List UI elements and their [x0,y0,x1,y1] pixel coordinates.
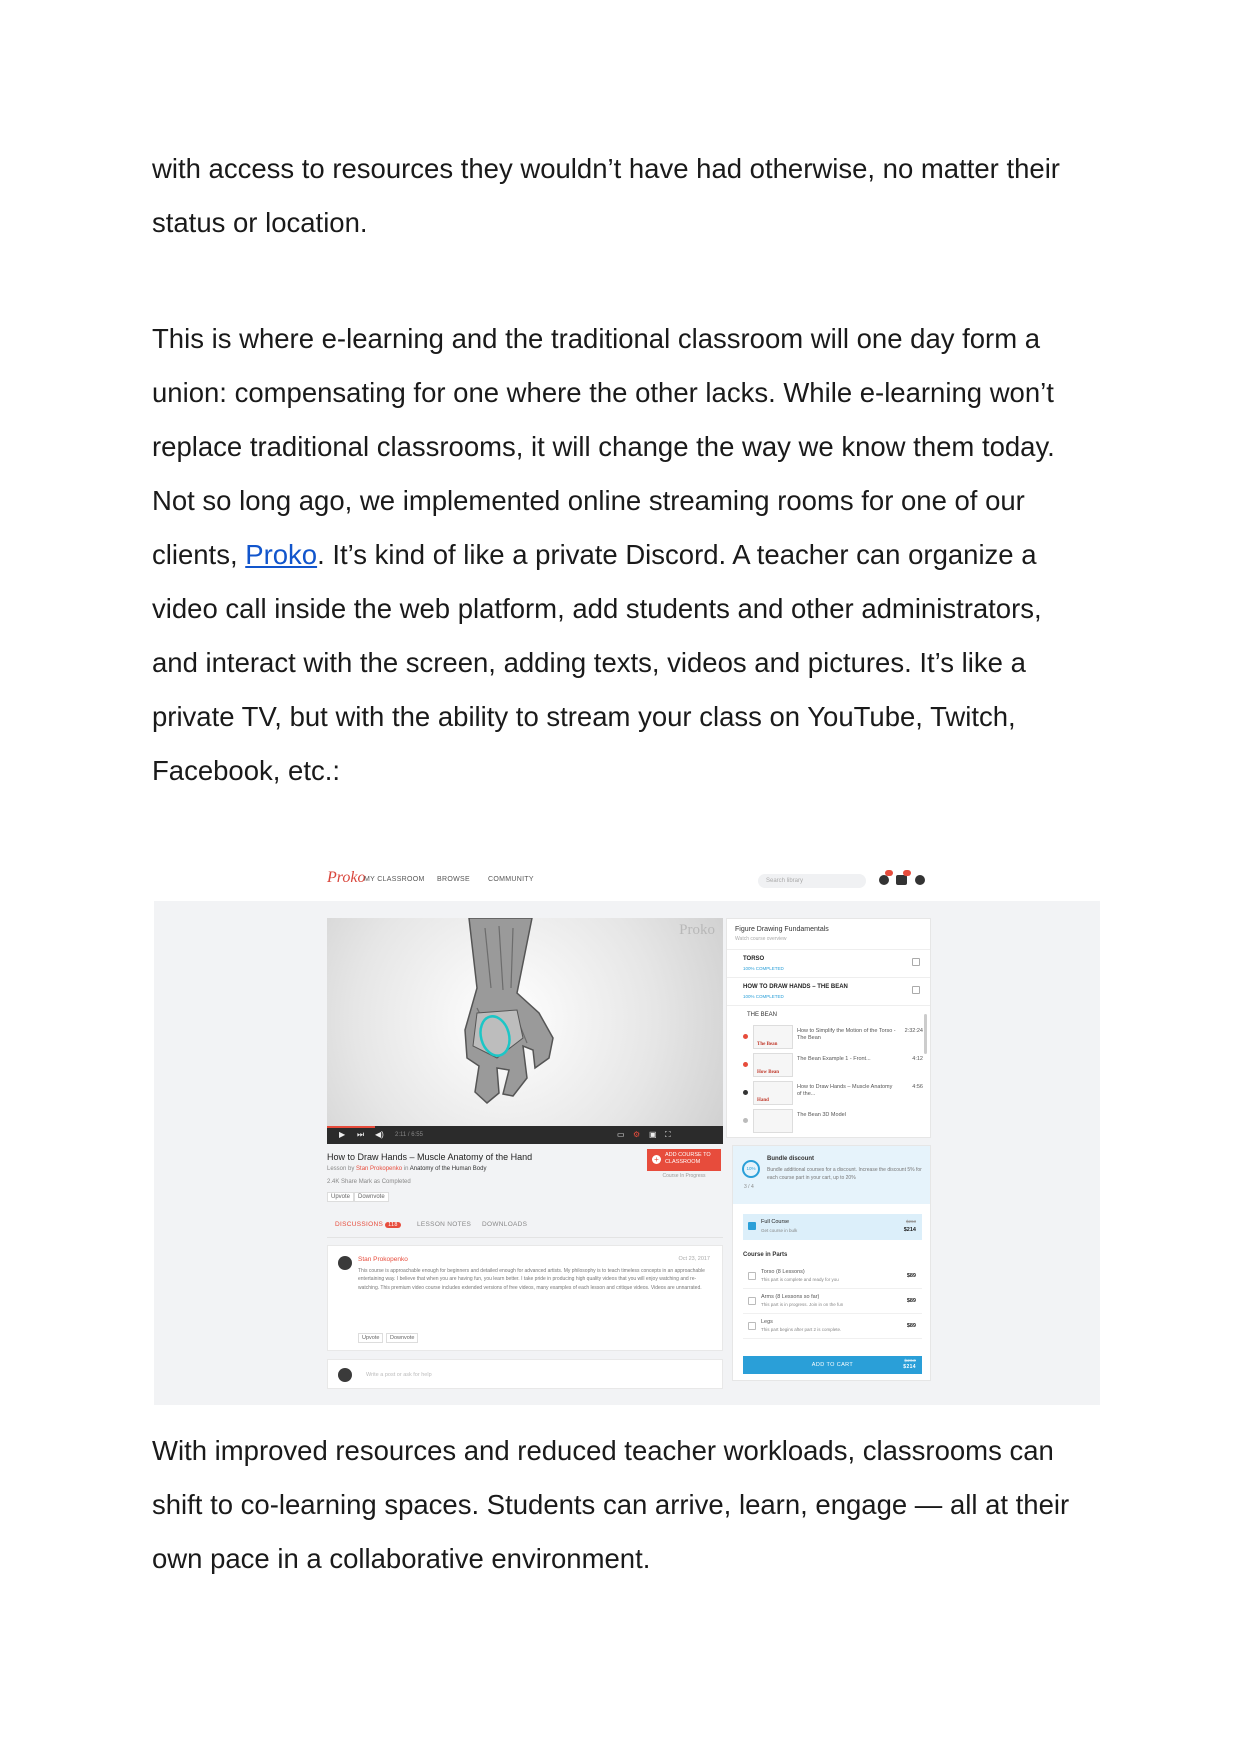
purchase-panel [732,1145,931,1381]
lesson-item-current[interactable] [753,1081,929,1107]
proko-link[interactable]: Proko [245,539,318,570]
tab-lesson-notes[interactable]: LESSON NOTES [417,1221,472,1228]
lesson-meta[interactable]: 2.4K Share Mark as Completed [327,1179,411,1185]
part-desc: This part is in progress. Join in on the fun [761,1302,844,1307]
tab-downloads[interactable]: DOWNLOADS [482,1221,528,1228]
section-status: 100% COMPLETED [743,966,784,971]
paragraph-proko-text-a: This is where e-learning and the traditional classroom will one day form a union: compensating for one where the other lacks. While e-learning won’t replace traditional classrooms, it will change the way we know them today. Not so long ago, we implemented online streaming rooms for one of our clients, [152,323,1055,570]
bundle-count: 3 / 4 [744,1184,754,1190]
lesson-status-dot [743,1090,748,1095]
part-price: $89 [906,1323,916,1329]
thumbnail-caption: Hand [757,1098,769,1103]
tab-discussions-label: DISCUSSIONS [335,1221,384,1228]
lesson-title: How to Simplify the Motion of the Torso - The Bean [797,1028,896,1041]
cart-icon[interactable] [896,875,907,885]
comment-text: This course is approachable enough for beginners and detailed enough for advanced artists. My philosophy is to teach timeless concepts in an approachable entertaining way. I believe that when you are having fun, you learn better. I take pride in producing high quality videos that you will enjoy watching and re-watching. This premium video course includes extended versions of free videos, many examples of each lesson and critique videos. Videos are unnarrated. [358,1268,705,1291]
fullscreen-icon[interactable]: ⛶ [665,1130,671,1139]
captions-icon[interactable]: ▭ [617,1130,625,1139]
comment-author[interactable]: Stan Prokopenko [358,1256,408,1263]
reply-avatar [338,1368,352,1382]
reply-input[interactable]: Write a post or ask for help [366,1372,432,1378]
paragraph-conclusion: With improved resources and reduced teacher workloads, classrooms can shift to co-learning spaces. Students can arrive, learn, engage — all at their own pace in a collaborative environment. [152,1435,1070,1574]
plus-icon: + [652,1155,661,1164]
notification-bell-icon[interactable] [879,875,889,885]
add-to-classroom-label: ADD COURSE TO CLASSROOM [665,1152,711,1165]
lesson-duration: 4:56 [912,1084,923,1090]
thumbnail-caption: The Bean [757,1042,778,1047]
lesson-status-dot [743,1034,748,1039]
lesson-item[interactable] [753,1109,929,1135]
cart-badge [903,870,911,876]
reply-box[interactable] [327,1359,723,1389]
video-controls [327,1126,723,1144]
course-overview-link[interactable]: Watch course overview [735,936,787,942]
settings-icon[interactable]: ▣ [649,1130,657,1139]
lesson-duration: 2:32:24 [904,1028,923,1034]
course-progress-label: Course In Progress [662,1173,706,1179]
nav-community[interactable]: COMMUNITY [488,876,534,883]
course-outline-panel [726,918,931,1138]
bundle-percent-ring: 10% [742,1160,760,1178]
tab-discussions[interactable] [335,1221,401,1228]
course-parts-title: Course in Parts [743,1252,788,1258]
lesson-author-link[interactable]: Stan Prokopenko [356,1166,403,1172]
lesson-item[interactable] [753,1053,929,1079]
paragraph-proko [152,312,1092,798]
video-player[interactable] [327,918,723,1144]
full-course-title: Full Course [761,1219,790,1225]
lesson-item[interactable] [753,1025,929,1051]
lesson-course-link[interactable]: Anatomy of the Human Body [409,1166,487,1172]
comment-date: Oct 23, 2017 [678,1256,710,1262]
lesson-tabs [327,1217,723,1238]
proko-logo[interactable]: Proko [327,869,366,886]
nav-my-classroom[interactable]: MY CLASSROOM [364,876,425,883]
section-torso[interactable] [727,949,930,978]
lesson-duration: 4:12 [912,1056,923,1062]
comment-downvote-button[interactable]: Downvote [386,1333,418,1343]
bundle-text: Bundle additional courses for a discount. Increase the discount 5% for each course part in your cart, up to 20% [767,1167,922,1181]
nav-browse[interactable]: BROWSE [437,876,470,883]
course-outline-title: Figure Drawing Fundamentals [735,926,829,933]
lesson-thumbnail [753,1025,793,1049]
full-course-old-price: $263 [905,1219,916,1224]
course-part-option[interactable] [743,1316,922,1339]
section-name: TORSO [743,956,765,962]
upvote-button[interactable]: Upvote [327,1192,354,1202]
full-course-desc: Get course in bulk [761,1228,798,1233]
comment-upvote-button[interactable]: Upvote [358,1333,383,1343]
hd-icon[interactable]: ⚙ [633,1130,641,1139]
byline-prefix: Lesson by [327,1166,355,1172]
lesson-thumbnail [753,1109,793,1133]
thumbnail-caption: How Bean [757,1070,780,1075]
bundle-discount-box [733,1146,931,1204]
lesson-title: How to Draw Hands – Muscle Anatomy of the... [797,1084,893,1097]
part-desc: This part begins after part 2 is complete. [761,1327,842,1332]
section-divider [727,1005,930,1007]
lesson-status-dot [743,1062,748,1067]
lock-icon [912,958,920,966]
add-to-classroom-button[interactable] [647,1149,721,1171]
hand-anatomy-illustration [327,918,723,1144]
user-avatar[interactable] [915,875,925,885]
discussion-comment [327,1245,723,1351]
part-price: $89 [906,1273,916,1279]
lesson-title: The Bean Example 1 - Front... [797,1056,871,1062]
part-checkbox[interactable] [748,1272,756,1280]
video-watermark: Proko [679,922,715,938]
paragraph-proko-text-b: . It’s kind of like a private Discord. A teacher can organize a video call inside the web platform, add students and other administrators, and interact with the screen, adding texts, videos and pictures. It’s like a private TV, but with the ability to stream your class on YouTube, Twitch, Facebook, etc.: [152,539,1042,786]
comment-avatar[interactable] [338,1256,352,1270]
full-course-price: $214 [903,1227,916,1233]
search-input[interactable]: Search library [758,874,866,888]
lesson-byline [327,1166,486,1172]
byline-in: in [403,1166,409,1172]
video-time: 2:11 / 6:55 [395,1132,423,1138]
part-checkbox[interactable] [748,1297,756,1305]
subsection-bean-label: THE BEAN [747,1012,778,1018]
notification-badge [885,870,893,876]
play-icon[interactable]: ▶ [339,1130,346,1139]
cart-old-price: $263 [904,1358,916,1363]
course-part-option[interactable] [743,1266,922,1289]
discussions-count-badge: 118 [385,1222,401,1228]
section-hands-bean[interactable] [727,977,930,1006]
part-title: Legs [761,1319,773,1325]
volume-icon[interactable]: ◀) [375,1130,384,1139]
full-course-option[interactable] [743,1214,922,1240]
course-part-option[interactable] [743,1291,922,1314]
full-course-checkbox[interactable] [748,1222,756,1230]
lesson-status-dot [743,1118,748,1123]
app-nav-bar [154,861,1100,901]
lesson-thumbnail [753,1053,793,1077]
next-icon[interactable]: ⏭ [357,1130,365,1139]
lesson-thumbnail [753,1081,793,1105]
add-to-cart-button[interactable] [743,1356,922,1374]
part-price: $89 [906,1298,916,1304]
lock-icon [912,986,920,994]
video-progress-bar[interactable] [327,1126,375,1128]
lesson-title: The Bean 3D Model [797,1112,846,1118]
part-checkbox[interactable] [748,1322,756,1330]
add-to-cart-label: ADD TO CART [811,1362,854,1368]
cart-price: $214 [903,1364,916,1370]
outline-scrollbar[interactable] [924,1014,927,1054]
paragraph-intro: with access to resources they wouldn’t have had otherwise, no matter their status or location. [152,153,1060,238]
proko-screenshot [154,861,1100,1405]
part-desc: This part is complete and ready for you [761,1277,839,1282]
downvote-button[interactable]: Downvote [354,1192,389,1202]
bundle-title: Bundle discount [767,1156,814,1162]
part-title: Torso (8 Lessons) [761,1269,805,1275]
section-name: HOW TO DRAW HANDS – THE BEAN [743,984,848,990]
lesson-title: How to Draw Hands – Muscle Anatomy of the Hand [327,1152,533,1162]
part-title: Arms (8 Lessons so far) [761,1294,820,1300]
section-status: 100% COMPLETED [743,994,784,999]
